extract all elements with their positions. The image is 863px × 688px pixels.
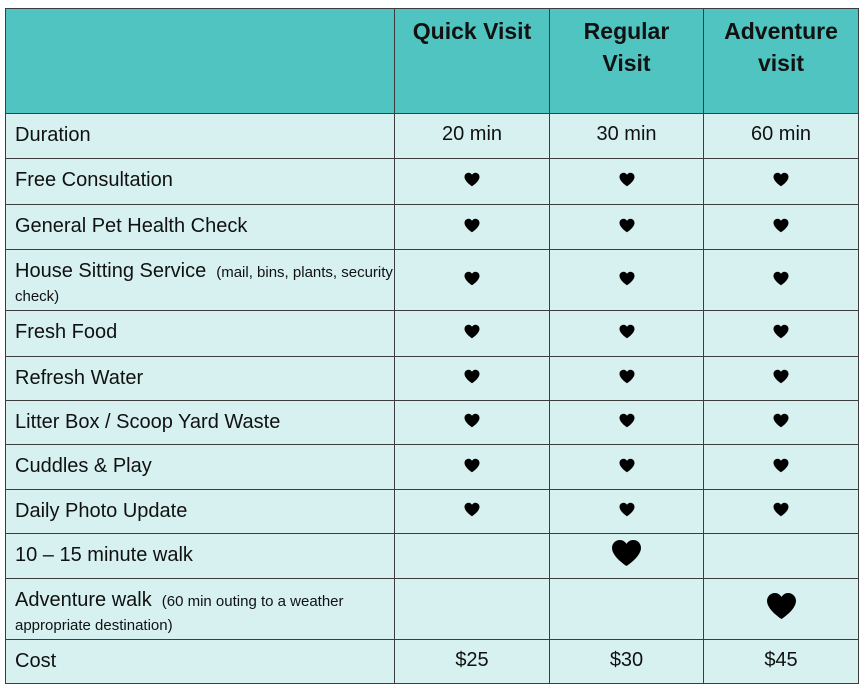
column-header-adventure-visit	[704, 9, 859, 114]
heart-icon	[619, 271, 635, 286]
cell-quick-visit	[395, 579, 550, 640]
cell-regular-visit	[550, 445, 704, 490]
heart-icon	[773, 218, 789, 233]
heart-icon	[773, 502, 789, 517]
heart-icon	[773, 271, 789, 286]
feature-label: Cuddles & Play	[15, 455, 152, 477]
cell-quick-visit	[395, 250, 550, 311]
cell-regular-visit	[550, 579, 704, 640]
heart-icon	[464, 172, 480, 187]
cell-adventure-visit	[704, 159, 859, 205]
cell-regular-visit	[550, 114, 704, 159]
table-row-duration	[6, 114, 859, 159]
feature-cell	[6, 205, 395, 250]
column-header-line: Regular	[583, 18, 670, 44]
heart-icon	[619, 502, 635, 517]
feature-label: Free Consultation	[15, 169, 173, 191]
feature-cell	[6, 401, 395, 445]
heart-icon	[464, 458, 480, 473]
table-row-litter-box-scoop-yard-waste	[6, 401, 859, 445]
cell-adventure-visit	[704, 445, 859, 490]
table-row-adventure-walk	[6, 579, 859, 640]
feature-label: Refresh Water	[15, 367, 144, 389]
cell-adventure-visit	[704, 579, 859, 640]
cell-regular-visit	[550, 490, 704, 534]
heart-icon	[773, 172, 789, 187]
feature-cell	[6, 534, 395, 579]
cell-regular-visit	[550, 534, 704, 579]
cell-regular-visit	[550, 357, 704, 401]
cell-quick-visit	[395, 445, 550, 490]
heart-icon	[773, 458, 789, 473]
table-row-cuddles-play	[6, 445, 859, 490]
cell-value: 60 min	[750, 123, 812, 145]
cell-quick-visit	[395, 311, 550, 357]
cell-quick-visit	[395, 490, 550, 534]
cell-adventure-visit	[704, 357, 859, 401]
table-row-cost	[6, 640, 859, 684]
cell-value: $30	[609, 649, 644, 671]
table-row-10-15-minute-walk	[6, 534, 859, 579]
cell-regular-visit	[550, 205, 704, 250]
heart-icon	[773, 369, 789, 384]
cell-regular-visit	[550, 159, 704, 205]
cell-adventure-visit	[704, 640, 859, 684]
heart-icon	[619, 458, 635, 473]
feature-cell	[6, 114, 395, 159]
feature-cell	[6, 640, 395, 684]
heart-icon	[619, 218, 635, 233]
feature-label: 10 – 15 minute walk	[15, 544, 193, 566]
feature-cell	[6, 311, 395, 357]
column-header-line: visit	[757, 50, 805, 76]
cell-adventure-visit	[704, 401, 859, 445]
column-header-quick-visit	[395, 9, 550, 114]
cell-value: $25	[455, 649, 489, 671]
feature-cell	[6, 490, 395, 534]
feature-cell	[6, 579, 395, 640]
header-corner-cell	[6, 9, 395, 114]
table-body	[6, 114, 859, 684]
pricing-table	[5, 8, 859, 684]
feature-note: (mail, bins, plants, security check)	[15, 264, 393, 305]
cell-quick-visit	[395, 357, 550, 401]
feature-label: Litter Box / Scoop Yard Waste	[15, 411, 281, 433]
heart-icon	[619, 324, 635, 339]
cell-value: $45	[764, 649, 798, 671]
heart-icon	[464, 324, 480, 339]
cell-regular-visit	[550, 250, 704, 311]
cell-adventure-visit	[704, 114, 859, 159]
cell-adventure-visit	[704, 250, 859, 311]
heart-icon	[611, 539, 642, 567]
heart-icon	[464, 502, 480, 517]
column-header-regular-visit	[550, 9, 704, 114]
feature-label: Duration	[15, 124, 91, 146]
cell-quick-visit	[395, 401, 550, 445]
column-header-line: Quick Visit	[412, 18, 532, 44]
cell-quick-visit	[395, 534, 550, 579]
feature-note: (60 min outing to a weather appropriate destination)	[15, 593, 344, 634]
feature-label: House Sitting Service	[15, 260, 207, 282]
feature-cell	[6, 357, 395, 401]
cell-adventure-visit	[704, 311, 859, 357]
heart-icon	[619, 413, 635, 428]
heart-icon	[464, 413, 480, 428]
cell-regular-visit	[550, 640, 704, 684]
cell-regular-visit	[550, 401, 704, 445]
feature-cell	[6, 445, 395, 490]
cell-regular-visit	[550, 311, 704, 357]
cell-adventure-visit	[704, 490, 859, 534]
table-row-refresh-water	[6, 357, 859, 401]
table-row-free-consultation	[6, 159, 859, 205]
feature-label: Adventure walk	[15, 589, 152, 611]
cell-adventure-visit	[704, 205, 859, 250]
heart-icon	[464, 369, 480, 384]
cell-adventure-visit	[704, 534, 859, 579]
cell-quick-visit	[395, 114, 550, 159]
feature-label: Fresh Food	[15, 321, 118, 343]
table-row-house-sitting-service	[6, 250, 859, 311]
heart-icon	[773, 324, 789, 339]
heart-icon	[773, 413, 789, 428]
heart-icon	[464, 218, 480, 233]
heart-icon	[766, 592, 797, 620]
feature-label: General Pet Health Check	[15, 215, 248, 237]
column-header-line: Adventure	[724, 18, 838, 44]
heart-icon	[464, 271, 480, 286]
cell-quick-visit	[395, 640, 550, 684]
heart-icon	[619, 369, 635, 384]
feature-cell	[6, 159, 395, 205]
cell-quick-visit	[395, 205, 550, 250]
feature-cell	[6, 250, 395, 311]
cell-quick-visit	[395, 159, 550, 205]
table-row-fresh-food	[6, 311, 859, 357]
heart-icon	[619, 172, 635, 187]
cell-value: 20 min	[441, 123, 503, 145]
table-row-general-pet-health-check	[6, 205, 859, 250]
table-row-daily-photo-update	[6, 490, 859, 534]
cell-value: 30 min	[596, 123, 657, 145]
header-row	[6, 9, 859, 114]
feature-label: Cost	[15, 650, 57, 672]
feature-label: Daily Photo Update	[15, 500, 188, 522]
column-header-line: Visit	[602, 50, 651, 76]
